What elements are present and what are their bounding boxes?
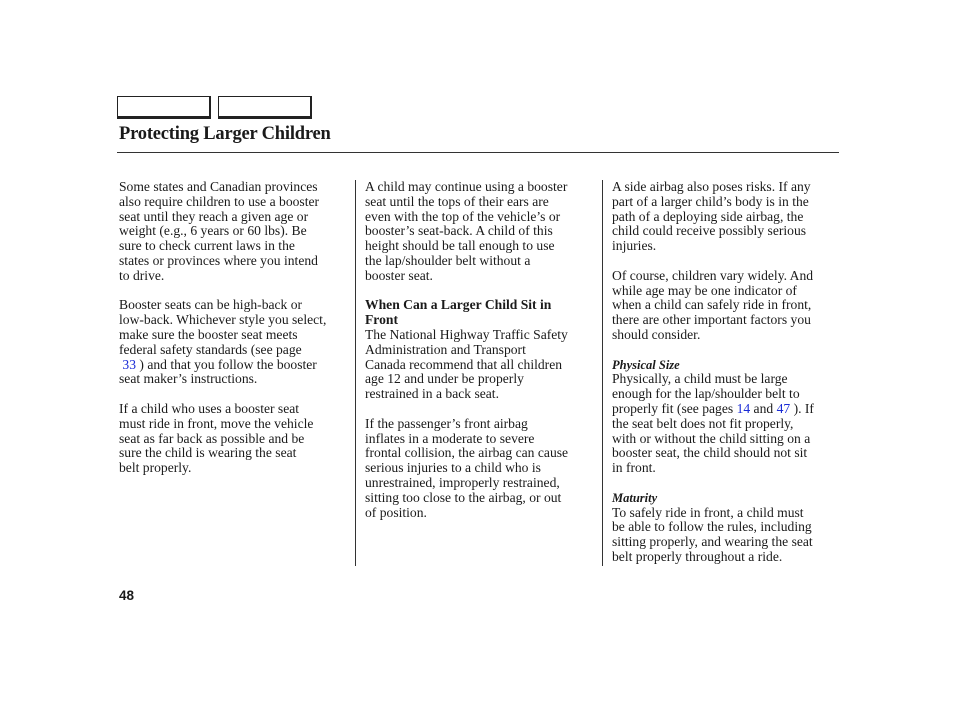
- text-line: also require children to use a booster: [119, 193, 320, 209]
- text-line: inflates in a moderate to severe: [365, 430, 535, 446]
- text-line: of position.: [365, 504, 427, 520]
- page-link-33[interactable]: 33: [122, 356, 136, 372]
- text-line: To safely ride in front, a child must: [612, 504, 804, 520]
- text-line: in front.: [612, 460, 656, 476]
- section-heading: Front: [365, 312, 398, 328]
- text-line: height should be tall enough to use: [365, 238, 555, 254]
- text-line: Physically, a child must be large: [612, 371, 788, 387]
- text-line: belt properly throughout a ride.: [612, 548, 783, 564]
- text-line: restrained in a back seat.: [365, 386, 499, 402]
- text-line: booster’s seat-back. A child of this: [365, 223, 553, 239]
- column-divider: [602, 180, 603, 566]
- text-line: Some states and Canadian provinces: [119, 179, 318, 194]
- text-line: seat maker’s instructions.: [119, 371, 258, 387]
- text-line: injuries.: [612, 238, 657, 254]
- section-heading: When Can a Larger Child Sit in: [365, 297, 552, 313]
- nav-button-next[interactable]: [218, 96, 312, 119]
- text-line: Administration and Transport: [365, 341, 526, 357]
- section-maturity: [612, 491, 844, 565]
- title-divider: [117, 152, 839, 153]
- column-divider: [355, 180, 356, 566]
- text-line: there are other important factors you: [612, 312, 811, 328]
- page-link-47[interactable]: 47: [776, 400, 791, 416]
- text-line: If the passenger’s front airbag: [365, 415, 528, 431]
- text-line: to drive.: [119, 267, 165, 283]
- text-column-3: [612, 180, 844, 580]
- text-fragment: ). If: [790, 400, 814, 416]
- text-line: must ride in front, move the vehicle: [119, 415, 314, 431]
- page-number: 48: [119, 588, 135, 603]
- paragraph-booster-types: [119, 298, 351, 387]
- text-line: make sure the booster seat meets: [119, 326, 298, 342]
- text-line: when a child can safely ride in front,: [612, 297, 812, 313]
- text-line: booster seat, the child should not sit: [612, 445, 808, 461]
- paragraph-front-booster: [119, 402, 351, 476]
- text-line: should consider.: [612, 326, 701, 342]
- text-line: The National Highway Traffic Safety: [365, 326, 568, 342]
- text-line: even with the top of the vehicle’s or: [365, 208, 561, 224]
- paragraph-nhtsa: [365, 328, 597, 402]
- paragraph-booster-laws: [119, 180, 351, 284]
- paragraph-booster-height: [365, 180, 597, 284]
- text-line: while age may be one indicator of: [612, 282, 797, 298]
- text-line: seat as far back as possible and be: [119, 430, 305, 446]
- subsection-heading: Physical Size: [612, 357, 680, 372]
- text-fragment: and: [750, 400, 777, 416]
- text-line: low-back. Whichever style you select,: [119, 312, 327, 328]
- page-link-14[interactable]: 14: [736, 400, 751, 416]
- text-line: unrestrained, improperly restrained,: [365, 474, 560, 490]
- section-front-seating: [365, 298, 597, 402]
- paragraph-front-airbag: [365, 417, 597, 521]
- text-line: seat until they reach a given age or: [119, 208, 309, 224]
- subsection-heading: Maturity: [612, 490, 658, 505]
- text-line: be able to follow the rules, including: [612, 519, 812, 535]
- text-column-2: [365, 180, 597, 535]
- paragraph-children-vary: [612, 269, 844, 343]
- text-line: the lap/shoulder belt without a: [365, 252, 531, 268]
- text-line: seat until the tops of their ears are: [365, 193, 549, 209]
- text-line: with or without the child sitting on a: [612, 430, 811, 446]
- text-line: sitting properly, and wearing the seat: [612, 534, 813, 550]
- text-line: [119, 358, 351, 373]
- text-line: [612, 402, 844, 417]
- text-line: sitting too close to the airbag, or out: [365, 489, 562, 505]
- text-line: If a child who uses a booster seat: [119, 400, 300, 416]
- text-line: frontal collision, the airbag can cause: [365, 445, 569, 461]
- text-line: child could receive possibly serious: [612, 223, 807, 239]
- text-line: sure to check current laws in the: [119, 238, 295, 254]
- text-line: enough for the lap/shoulder belt to: [612, 386, 800, 402]
- text-line: age 12 and under be properly: [365, 371, 524, 387]
- text-line: A child may continue using a booster: [365, 179, 568, 194]
- paragraph-side-airbag: [612, 180, 844, 254]
- text-fragment: properly fit (see pages: [612, 400, 737, 416]
- text-line: Canada recommend that all children: [365, 356, 563, 372]
- text-line: Booster seats can be high-back or: [119, 297, 303, 313]
- nav-button-previous[interactable]: [117, 96, 211, 119]
- text-line: booster seat.: [365, 267, 433, 283]
- text-line: sure the child is wearing the seat: [119, 445, 297, 461]
- section-physical-size: [612, 358, 844, 476]
- text-line: the seat belt does not fit properly,: [612, 415, 794, 431]
- text-line: weight (e.g., 6 years or 60 lbs). Be: [119, 223, 307, 239]
- text-line: A side airbag also poses risks. If any: [612, 179, 811, 194]
- text-line: part of a larger child’s body is in the: [612, 193, 809, 209]
- text-line: serious injuries to a child who is: [365, 460, 541, 476]
- text-line: belt properly.: [119, 460, 192, 476]
- text-line: path of a deploying side airbag, the: [612, 208, 804, 224]
- text-line: federal safety standards (see page: [119, 341, 302, 357]
- text-line: states or provinces where you intend: [119, 252, 318, 268]
- text-line: Of course, children vary widely. And: [612, 267, 814, 283]
- text-column-1: [119, 180, 351, 491]
- text-fragment: ) and that you follow the booster: [136, 356, 317, 372]
- page-title: Protecting Larger Children: [119, 124, 331, 144]
